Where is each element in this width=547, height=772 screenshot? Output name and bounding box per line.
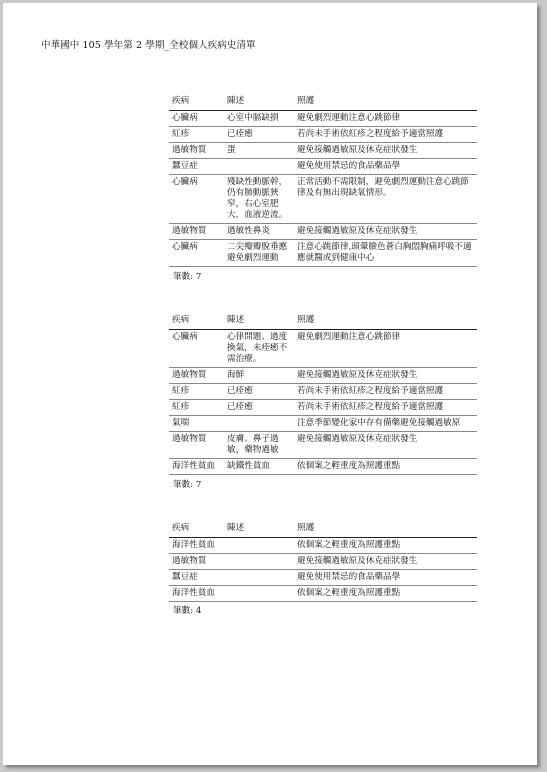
table-row: [169, 368, 477, 384]
cell-description: 海鮮: [224, 368, 294, 384]
table-row: [169, 400, 477, 416]
cell-disease: 過敏物質: [169, 224, 224, 240]
table-row: [169, 159, 477, 175]
cell-description: 已痊癒: [224, 384, 294, 400]
header-care: 照護: [294, 313, 477, 330]
header-disease: 疾病: [169, 94, 224, 111]
cell-description: [224, 554, 294, 570]
cell-care: 避免接觸過敏原及休克症狀發生: [294, 224, 477, 240]
document-page: [3, 3, 537, 765]
cell-care: 依個案之輕重度為照護重點: [294, 459, 477, 475]
header-care: 照護: [294, 521, 477, 538]
table-row: [169, 432, 477, 459]
document-title: 中華國中 105 學年第 2 學期_全校個人疾病史清單: [41, 40, 256, 51]
table-row: [169, 111, 477, 127]
cell-care: 若尚未手術依紅疹之程度給予適當照護: [294, 127, 477, 143]
disease-table-1: [169, 94, 477, 267]
cell-care: 避免使用禁忌的食品藥品學: [294, 159, 477, 175]
cell-description: [224, 416, 294, 432]
cell-care: 避免接觸過敏原及休克症狀發生: [294, 143, 477, 159]
table-header-row: [169, 94, 477, 111]
cell-care: 避免使用禁忌的食品藥品學: [294, 570, 477, 586]
cell-disease: 紅疹: [169, 400, 224, 416]
cell-description: [224, 538, 294, 554]
cell-care: 避免接觸過敏原及休克症狀發生: [294, 368, 477, 384]
cell-description: 蛋: [224, 143, 294, 159]
header-description: 陳述: [224, 521, 294, 538]
table-row: [169, 384, 477, 400]
cell-disease: 海洋性貧血: [169, 459, 224, 475]
cell-description: [224, 586, 294, 602]
table-row: [169, 240, 477, 267]
table-row: [169, 570, 477, 586]
cell-description: 已痊癒: [224, 400, 294, 416]
cell-disease: 氣喘: [169, 416, 224, 432]
table-row: [169, 143, 477, 159]
table-row: [169, 554, 477, 570]
cell-description: [224, 570, 294, 586]
header-disease: 疾病: [169, 521, 224, 538]
cell-disease: 心臟病: [169, 330, 224, 368]
header-care: 照護: [294, 94, 477, 111]
cell-disease: 蠶豆症: [169, 159, 224, 175]
table-row: [169, 538, 477, 554]
table-row: [169, 416, 477, 432]
cell-disease: 紅疹: [169, 384, 224, 400]
header-disease: 疾病: [169, 313, 224, 330]
cell-care: 依個案之輕重度為照護重點: [294, 586, 477, 602]
header-description: 陳述: [224, 94, 294, 111]
cell-disease: 心臟病: [169, 111, 224, 127]
cell-disease: 海洋性貧血: [169, 586, 224, 602]
cell-disease: 心臟病: [169, 175, 224, 224]
table-row: [169, 127, 477, 143]
table-row: [169, 459, 477, 475]
cell-description: 皮膚、鼻子過敏，藥物過敏: [224, 432, 294, 459]
cell-care: 避免劇烈運動注意心跳節律: [294, 111, 477, 127]
header-description: 陳述: [224, 313, 294, 330]
cell-care: 避免劇烈運動注意心跳節律: [294, 330, 477, 368]
table-row: [169, 586, 477, 602]
table-row: [169, 330, 477, 368]
cell-description: 已痊癒: [224, 127, 294, 143]
cell-description: 過敏性鼻炎: [224, 224, 294, 240]
cell-care: 正常活動不需限制，避免劇烈運動注意心跳節律及有無出現缺氧情形。: [294, 175, 477, 224]
table-row: [169, 224, 477, 240]
table-row: [169, 175, 477, 224]
cell-description: 殘缺性動脈幹，仍有肺動脈狹窄，右心室肥大，血液逆流。: [224, 175, 294, 224]
cell-care: 注意季節變化家中存有備藥避免接觸過敏原: [294, 416, 477, 432]
record-count-2: 筆數: 7: [173, 480, 202, 490]
cell-care: 注意心跳節律,頭暈臉色蒼白胸悶胸痛呼吸不適應就醫或到健康中心: [294, 240, 477, 267]
cell-description: 心室中膈缺損: [224, 111, 294, 127]
cell-care: 避免接觸過敏原及休克症狀發生: [294, 432, 477, 459]
cell-disease: 海洋性貧血: [169, 538, 224, 554]
table-header-row: [169, 521, 477, 538]
cell-description: 二尖瓣瓣脫垂應避免劇烈運動: [224, 240, 294, 267]
record-count-3: 筆數: 4: [173, 606, 202, 616]
cell-disease: 過敏物質: [169, 554, 224, 570]
cell-disease: 過敏物質: [169, 432, 224, 459]
cell-description: 缺鐵性貧血: [224, 459, 294, 475]
cell-care: 避免接觸過敏原及休克症狀發生: [294, 554, 477, 570]
cell-disease: 蠶豆症: [169, 570, 224, 586]
cell-care: 依個案之輕重度為照護重點: [294, 538, 477, 554]
table-header-row: [169, 313, 477, 330]
cell-description: 心律問題、過度換氣，未痊癒不需治療。: [224, 330, 294, 368]
cell-disease: 過敏物質: [169, 368, 224, 384]
disease-table-2: [169, 313, 477, 475]
cell-disease: 紅疹: [169, 127, 224, 143]
cell-disease: 心臟病: [169, 240, 224, 267]
cell-description: [224, 159, 294, 175]
cell-care: 若尚未手術依紅疹之程度給予適當照護: [294, 400, 477, 416]
cell-care: 若尚未手術依紅疹之程度給予適當照護: [294, 384, 477, 400]
cell-disease: 過敏物質: [169, 143, 224, 159]
record-count-1: 筆數: 7: [173, 272, 202, 282]
disease-table-3: [169, 521, 477, 602]
